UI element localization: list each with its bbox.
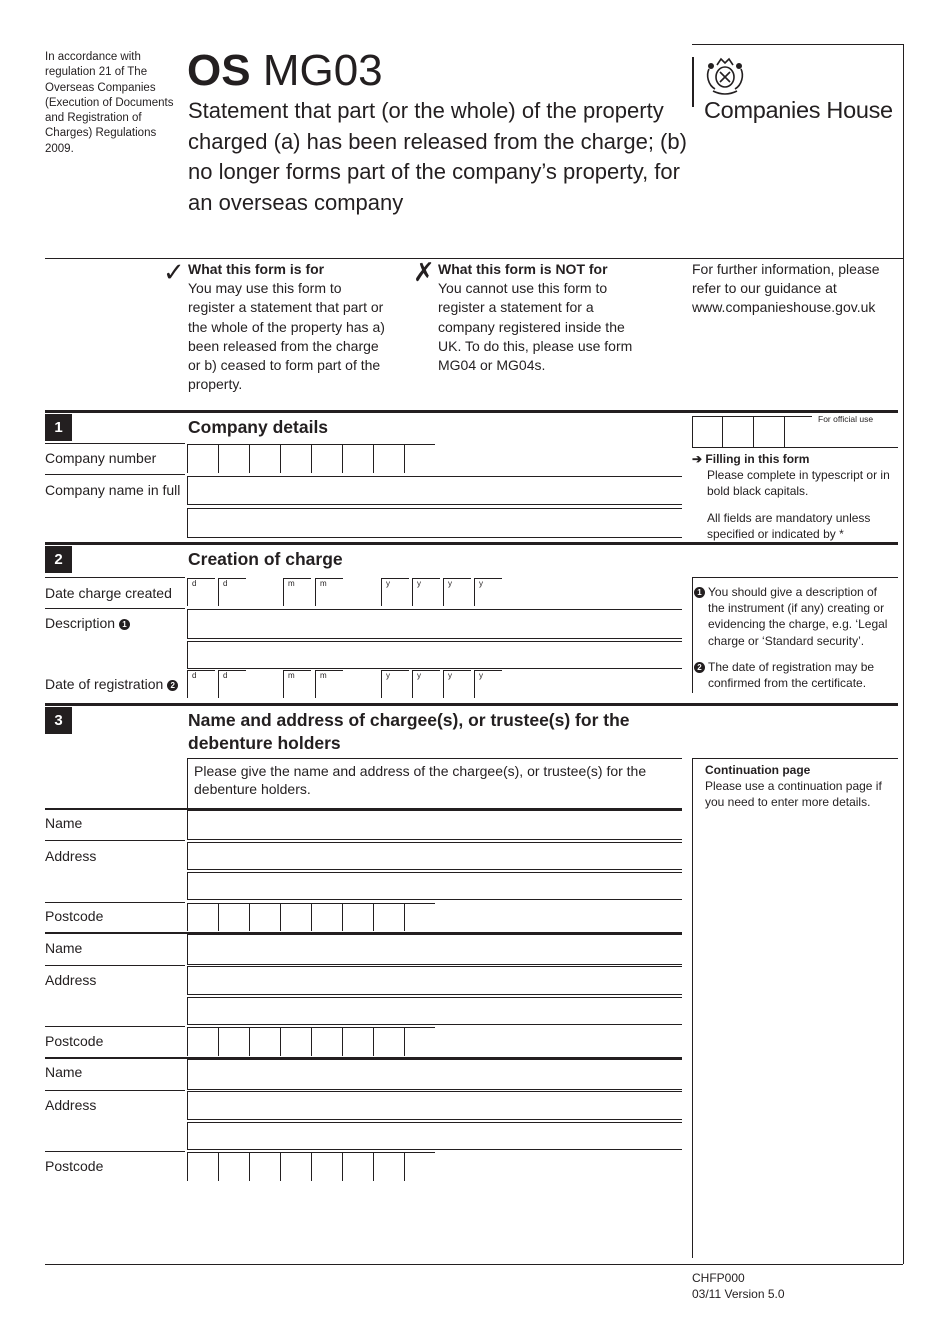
address-input-1[interactable] [187, 966, 682, 995]
postcode-input[interactable] [187, 1027, 435, 1056]
form-purpose-heading: What this form is for [188, 261, 325, 277]
address-input-2[interactable] [187, 997, 682, 1025]
section2-rule [45, 542, 898, 545]
frame-right-rule [903, 44, 904, 1264]
instruction-text: Please give the name and address of the chargee(s), or trustee(s) for the debenture holders. [194, 763, 647, 797]
form-not-purpose-text: You cannot use this form to register a statement for a company registered inside the UK. To do this, please use form MG04 or MG04s. [438, 280, 633, 374]
date-month-box: m [283, 670, 311, 698]
rule [692, 758, 898, 759]
rule [45, 443, 185, 444]
instruction-box [187, 758, 682, 808]
section2-notes [694, 584, 894, 691]
description-input-2[interactable] [187, 641, 682, 669]
section1-rule [45, 410, 898, 413]
footer [692, 1270, 785, 1302]
royal-crest-icon [703, 55, 747, 95]
mandatory-text: All fields are mandatory unless specified or indicated by * [707, 510, 871, 541]
brand-rule [692, 57, 694, 107]
rule [45, 1090, 185, 1091]
section3-rule [45, 703, 898, 706]
note-marker-2: 2 [167, 680, 178, 691]
form-title: Statement that part (or the whole) of the property charged (a) has been released from the charge; (b) no longer forms part of the company’s property, for an overseas company [188, 98, 687, 215]
cross-icon: ✗ [413, 257, 435, 287]
date-year-box: y [474, 670, 502, 698]
section1-title: Company details [188, 417, 329, 437]
date-day-box: d [187, 578, 215, 606]
form-code [187, 44, 383, 98]
company-number-input[interactable] [187, 444, 435, 473]
postcode-input[interactable] [187, 903, 435, 931]
rule [45, 965, 185, 966]
address-input-2[interactable] [187, 1122, 682, 1150]
official-use-label: For official use [818, 414, 874, 424]
date-month-box: m [315, 670, 343, 698]
postcode-input[interactable] [187, 1152, 435, 1181]
date-year-box: y [412, 670, 440, 698]
footer-code: CHFP000 [692, 1271, 745, 1285]
frame-top-rule [692, 44, 903, 45]
date-registration-label-text: Date of registration [45, 676, 164, 692]
section2-number: 2 [45, 546, 72, 573]
continuation-heading: Continuation page [705, 763, 811, 777]
description-label [45, 614, 130, 632]
rule [45, 902, 185, 903]
rule [45, 608, 185, 609]
name-input[interactable] [187, 934, 682, 965]
form-not-purpose-heading: What this form is NOT for [438, 261, 608, 277]
date-created-label: Date charge created [45, 585, 172, 601]
company-name-input-2[interactable] [187, 508, 682, 538]
form-not-purpose [438, 260, 638, 375]
rule [692, 577, 898, 578]
address-label: Address [45, 1097, 97, 1113]
name-label: Name [45, 1064, 83, 1080]
description-label-text: Description [45, 615, 116, 631]
regulation-note: In accordance with regulation 21 of The Overseas Companies (Execution of Documents and Registration of Charges) Regulations 2009. [45, 51, 174, 155]
check-icon: ✓ [163, 257, 185, 287]
section3-number: 3 [45, 707, 72, 734]
further-info: For further information, please refer to our guidance at www.companieshouse.gov.uk [692, 261, 880, 316]
arrow-right-icon: ➔ [692, 452, 703, 466]
address-input-1[interactable] [187, 842, 682, 870]
postcode-label: Postcode [45, 1033, 104, 1049]
note-1-text: You should give a description of the instrument (if any) creating or evidencing the charge, e.g. ‘Legal charge or ‘Standard security’. [708, 585, 888, 648]
filling-text: Please complete in typescript or in bold black capitals. [707, 468, 890, 499]
company-name-input-1[interactable] [187, 476, 682, 505]
note-marker-1: 1 [119, 619, 130, 630]
form-purpose-text: You may use this form to register a statement that part or the whole of the property has a) been released from the charge or b) ceased to form part of the property. [188, 280, 385, 393]
continuation-text: Please use a continuation page if you need to enter more details. [705, 779, 882, 810]
company-number-label: Company number [45, 450, 157, 466]
postcode-label: Postcode [45, 1158, 104, 1174]
filling-heading [692, 451, 897, 467]
date-registration-input[interactable] [187, 670, 507, 700]
postcode-label: Postcode [45, 908, 104, 924]
date-year-box: y [443, 578, 471, 606]
date-year-box: y [381, 578, 409, 606]
name-input[interactable] [187, 1059, 682, 1090]
continuation-rule [692, 758, 693, 1258]
address-input-1[interactable] [187, 1091, 682, 1120]
name-label: Name [45, 815, 83, 831]
name-label: Name [45, 940, 83, 956]
rule [45, 840, 185, 841]
form-prefix: OS [187, 46, 251, 95]
rule [45, 474, 185, 475]
date-day-box: d [218, 578, 246, 606]
note-2-text: The date of registration may be confirmed from the certificate. [708, 659, 875, 691]
continuation-note [705, 762, 895, 811]
date-year-box: y [443, 670, 471, 698]
date-day-box: d [218, 670, 246, 698]
filling-heading-text: Filling in this form [705, 452, 810, 466]
note-2 [694, 659, 894, 691]
date-year-box: y [381, 670, 409, 698]
description-input-1[interactable] [187, 609, 682, 639]
rule [45, 577, 185, 578]
date-day-box: d [187, 670, 215, 698]
note-marker-2: 2 [694, 662, 705, 673]
section2-title: Creation of charge [188, 549, 343, 569]
address-label: Address [45, 972, 97, 988]
name-input[interactable] [187, 810, 682, 840]
date-month-box: m [315, 578, 343, 606]
date-year-box: y [412, 578, 440, 606]
date-year-box: y [474, 578, 502, 606]
official-use-box [692, 414, 898, 447]
filling-guidance [692, 451, 897, 542]
note-marker-1: 1 [694, 587, 705, 598]
rule [692, 447, 898, 448]
note-1 [694, 584, 894, 649]
form-code-number: MG03 [262, 46, 383, 95]
date-month-box: m [283, 578, 311, 606]
address-input-2[interactable] [187, 872, 682, 900]
rule [45, 1026, 185, 1027]
company-name-label: Company name in full [45, 482, 181, 498]
rule [692, 577, 693, 693]
section3-title: Name and address of chargee(s), or trustee(s) for the debenture holders [188, 710, 630, 753]
form-purpose [188, 260, 388, 394]
date-registration-label [45, 675, 178, 693]
footer-version: 03/11 Version 5.0 [692, 1287, 785, 1301]
section1-number: 1 [45, 414, 72, 441]
frame-bottom-rule [45, 1264, 903, 1265]
rule [45, 1151, 185, 1152]
brand-name: Companies House [704, 97, 893, 123]
address-label: Address [45, 848, 97, 864]
date-created-input[interactable] [187, 578, 507, 608]
